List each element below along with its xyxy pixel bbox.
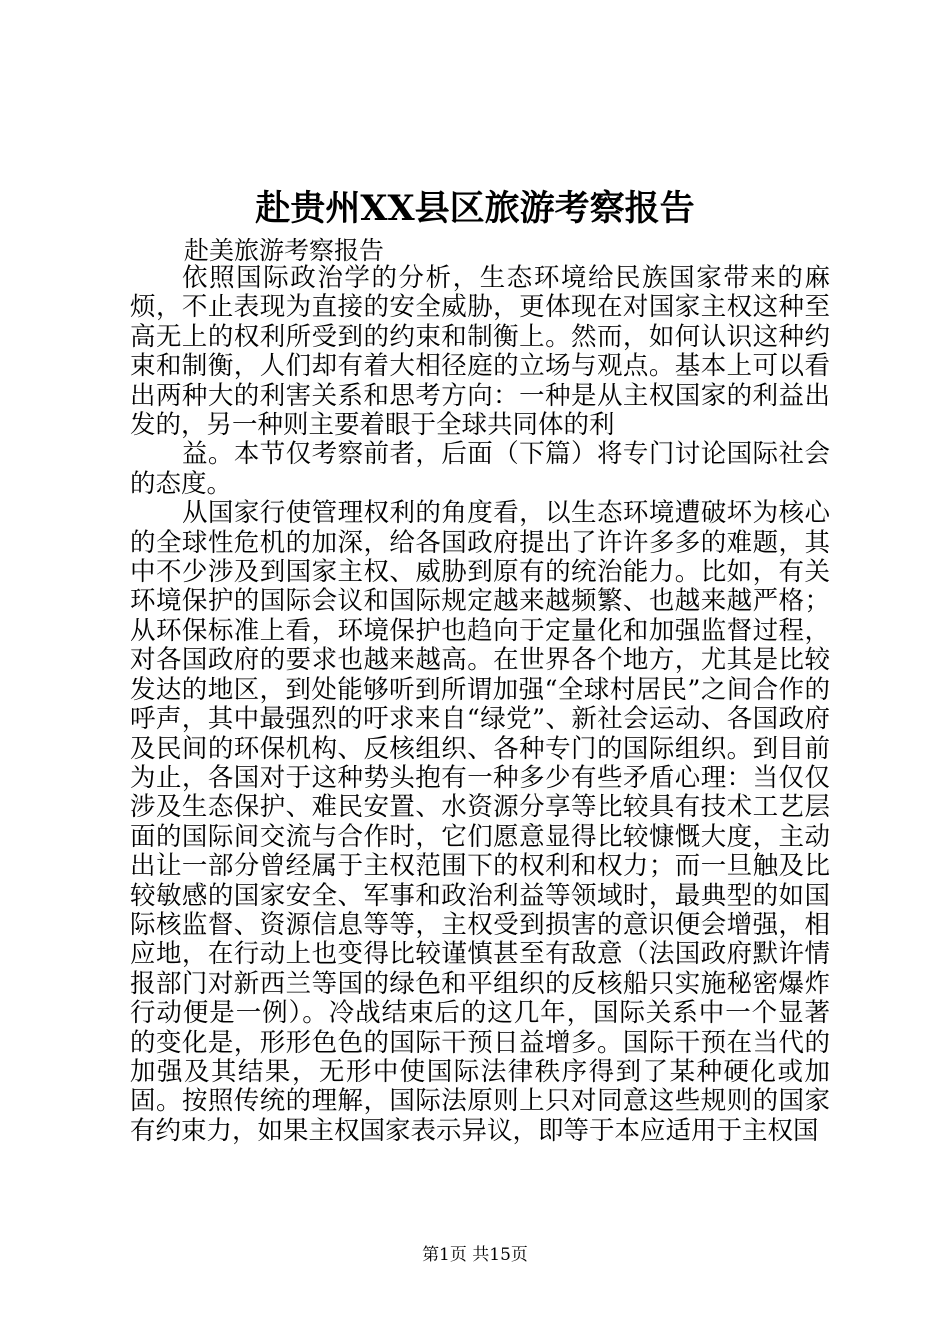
paragraph: 依照国际政治学的分析，生态环境给民族国家带来的麻烦，不止表现为直接的安全威胁，更体现在对国家主权这种至高无上的权利所受到的约束和制衡上。然而，如何认识这种约束和制衡，人们却有着大相径庭的立场与观点。基本上可以看出两种大的利害关系和思考方向：一种是从主权国家的利益出发的，另一种则主要着眼于全球共同体的利: [130, 263, 830, 441]
page-footer: 第1页 共15页: [422, 1245, 528, 1265]
document-title: 赴贵州XX县区旅游考察报告: [255, 188, 695, 229]
paragraph: 从国家行使管理权利的角度看，以生态环境遭破坏为核心的全球性危机的加深，给各国政府提出了许许多多的难题，其中不少涉及到国家主权、威胁到原有的统治能力。比如，有关环境保护的国际会议和国际规定越来越频繁、也越来越严格；从环保标准上看，环境保护也趋向于定量化和加强监督过程，对各国政府的要求也越来越高。在世界各个地方，尤其是比较发达的地区，到处能够听到所谓加强“全球村居民”之间合作的呼声，其中最强烈的吁求来自“绿党”、新社会运动、各国政府及民间的环保机构、反核组织、各种专门的国际组织。到目前为止，各国对于这种势头抱有一种多少有些矛盾心理：当仅仅涉及生态保护、难民安置、水资源分享等比较具有技术工艺层面的国际间交流与合作时，它们愿意显得比较慷慨大度，主动出让一部分曾经属于主权范围下的权利和权力；而一旦触及比较敏感的国家安全、军事和政治利益等领域时，最典型的如国际核监督、资源信息等等，主权受到损害的意识便会增强，相应地，在行动上也变得比较谨慎甚至有敌意（法国政府默许情报部门对新西兰等国的绿色和平组织的反核船只实施秘密爆炸行动便是一例）。冷战结束后的这几年，国际关系中一个显著的变化是，形形色色的国际干预日益增多。国际干预在当代的加强及其结果，无形中使国际法律秩序得到了某种硬化或加固。按照传统的理解，国际法原则上只对同意这些规则的国家有约束力，如果主权国家表示异议，即等于本应适用于主权国: [130, 498, 830, 1146]
document-body: [130, 264, 830, 1146]
paragraph: 益。本节仅考察前者，后面（下篇）将专门讨论国际社会的态度。: [130, 439, 830, 499]
document-subtitle: 赴美旅游考察报告: [184, 236, 385, 265]
